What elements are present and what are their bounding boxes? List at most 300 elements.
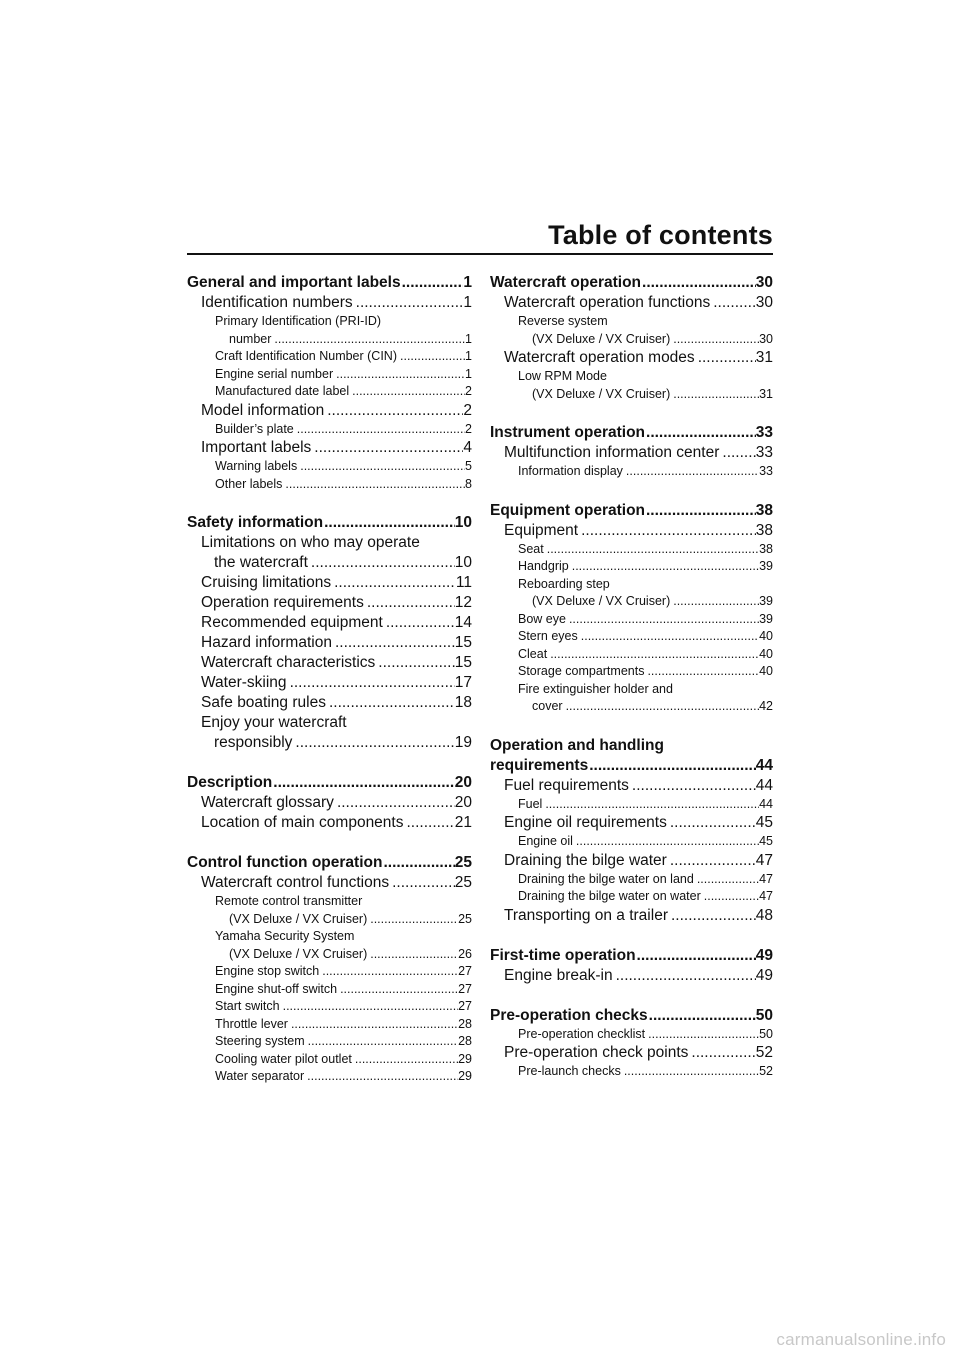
page-number: 42 <box>759 699 773 713</box>
dot-leader <box>648 1006 756 1026</box>
toc-entry[interactable] <box>187 873 472 893</box>
page-number: 25 <box>454 874 472 891</box>
toc-section <box>187 513 472 753</box>
entry-title: Hazard information <box>201 634 332 651</box>
dot-leader <box>280 998 458 1016</box>
dot-leader <box>613 966 756 986</box>
dot-leader <box>573 833 759 851</box>
dot-leader <box>588 756 756 776</box>
entry-title: Draining the bilge water <box>504 851 667 869</box>
toc-entry[interactable] <box>187 713 472 753</box>
page-number: 28 <box>458 1034 472 1048</box>
toc-entry[interactable] <box>187 593 472 613</box>
entry-title: Engine oil requirements <box>504 814 667 831</box>
toc-entry[interactable] <box>490 348 773 368</box>
toc-entry[interactable] <box>187 613 472 633</box>
page-number: 39 <box>759 594 773 608</box>
entry-continuation <box>518 593 773 611</box>
toc-section <box>187 773 472 833</box>
toc-subentry[interactable] <box>187 476 472 494</box>
page-number: 19 <box>454 734 472 751</box>
dot-leader <box>337 981 458 999</box>
entry-title: Watercraft control functions <box>201 874 390 891</box>
page-number: 47 <box>759 871 773 886</box>
toc-subentry[interactable] <box>187 458 472 476</box>
toc-subentry[interactable] <box>490 796 773 814</box>
page-number: 30 <box>755 274 773 291</box>
toc-subentry[interactable] <box>187 1033 472 1051</box>
page-number: 27 <box>458 964 472 978</box>
page-number: 1 <box>465 331 472 346</box>
entry-title: Information display <box>518 464 623 478</box>
page-number: 33 <box>755 444 773 461</box>
page-number: 47 <box>759 889 773 903</box>
section-heading[interactable] <box>187 273 472 293</box>
entry-title: (VX Deluxe / VX Cruiser) <box>532 594 671 608</box>
entry-title: Engine break-in <box>504 966 613 984</box>
toc-subentry[interactable] <box>187 963 472 981</box>
entry-title: Engine oil <box>518 834 573 848</box>
toc-section <box>490 736 773 926</box>
page-number: 28 <box>458 1016 472 1031</box>
dot-leader <box>331 573 456 593</box>
dot-leader <box>308 553 455 573</box>
entry-title-line: Primary Identification (PRI-ID) <box>215 314 382 328</box>
toc-entry[interactable] <box>490 813 773 833</box>
entry-title-line: Remote control transmitter <box>215 894 363 908</box>
toc-entry[interactable] <box>187 653 472 673</box>
page-number: 45 <box>755 814 773 831</box>
dot-leader <box>645 1026 759 1044</box>
dot-leader <box>694 871 759 889</box>
entry-title: Transporting on a trailer <box>504 906 668 924</box>
page-number: 1 <box>465 349 472 363</box>
toc-section <box>187 273 472 493</box>
toc-entry[interactable] <box>490 443 773 463</box>
dot-leader <box>282 476 465 494</box>
dot-leader <box>326 693 455 713</box>
toc-subentry[interactable] <box>490 1026 773 1044</box>
entry-title: Description <box>187 774 273 791</box>
toc-section <box>490 501 773 716</box>
section-heading[interactable] <box>490 756 773 776</box>
entry-title: Fuel requirements <box>504 776 629 794</box>
page-number: 33 <box>755 424 773 441</box>
dot-leader <box>292 733 454 753</box>
entry-title: Other labels <box>215 476 283 491</box>
entry-title-line: Yamaha Security System <box>215 929 355 943</box>
toc-subentry[interactable] <box>187 928 472 963</box>
page-number: 31 <box>759 386 773 401</box>
entry-title: cover <box>532 699 563 713</box>
page-number: 27 <box>458 999 472 1013</box>
page-number: 15 <box>454 654 472 671</box>
entry-title: Pre-launch checks <box>518 1064 621 1078</box>
watermark: carmanualsonline.info <box>776 1330 946 1349</box>
entry-continuation <box>518 698 773 716</box>
section-heading[interactable] <box>490 423 773 443</box>
toc-entry[interactable] <box>187 633 472 653</box>
page-number: 11 <box>455 574 472 591</box>
page-number: 39 <box>759 559 773 573</box>
page-number: 45 <box>759 834 773 848</box>
entry-title: Pre-operation checklist <box>518 1026 646 1041</box>
section-heading-line: Operation and handling <box>490 736 664 754</box>
page-number: 10 <box>454 514 472 531</box>
page-number: 25 <box>454 854 472 871</box>
toc-subentry[interactable] <box>490 833 773 851</box>
page-number: 29 <box>458 1069 472 1083</box>
page-number: 44 <box>755 756 773 774</box>
toc-subentry[interactable] <box>187 348 472 366</box>
dot-leader <box>319 963 458 981</box>
dot-leader <box>288 1016 458 1034</box>
toc-subentry[interactable] <box>490 463 773 481</box>
page-number: 40 <box>759 646 773 661</box>
entry-title: Engine stop switch <box>215 964 320 978</box>
dot-leader <box>375 653 454 673</box>
toc-subentry[interactable] <box>490 646 773 664</box>
toc-subentry[interactable] <box>490 628 773 646</box>
page-number: 5 <box>465 459 472 473</box>
toc-right-column <box>490 273 773 1081</box>
entry-title: Seat <box>518 541 544 556</box>
page-number: 1 <box>463 294 472 311</box>
entry-title: Steering system <box>215 1034 305 1048</box>
entry-title: Start switch <box>215 999 280 1013</box>
dot-leader <box>629 776 756 796</box>
page-number: 50 <box>759 1026 773 1041</box>
entry-title: Storage compartments <box>518 664 645 678</box>
page-number: 49 <box>755 966 773 984</box>
dot-leader <box>401 273 464 293</box>
toc-subentry[interactable] <box>490 871 773 889</box>
entry-continuation <box>215 331 472 349</box>
dot-leader <box>305 1033 458 1051</box>
page-number: 27 <box>458 981 472 996</box>
dot-leader <box>367 946 458 964</box>
entry-title: (VX Deluxe / VX Cruiser) <box>532 331 671 346</box>
entry-continuation <box>518 386 773 404</box>
page-number: 2 <box>463 401 472 419</box>
toc-subentry[interactable] <box>490 541 773 559</box>
toc-subentry[interactable] <box>187 1068 472 1086</box>
entry-title: Control function operation <box>187 854 383 871</box>
page-number: 29 <box>458 1051 472 1066</box>
toc-subentry[interactable] <box>187 366 472 384</box>
toc-subentry[interactable] <box>490 1063 773 1081</box>
entry-title-line: Reverse system <box>518 314 608 328</box>
dot-leader <box>670 331 759 349</box>
entry-title: requirements <box>490 756 589 774</box>
dot-leader <box>389 873 455 893</box>
toc-entry[interactable] <box>490 906 773 926</box>
toc-subentry[interactable] <box>490 663 773 681</box>
toc-subentry[interactable] <box>187 421 472 439</box>
toc-section <box>490 1006 773 1081</box>
toc-section <box>187 853 472 1086</box>
entry-title-line: Reboarding step <box>518 576 610 591</box>
toc-subentry[interactable] <box>490 368 773 403</box>
dot-leader <box>311 438 463 458</box>
entry-title: Safety information <box>187 514 324 531</box>
entry-title: Cooling water pilot outlet <box>215 1051 352 1066</box>
entry-title: Bow eye <box>518 611 566 626</box>
toc-subentry[interactable] <box>187 998 472 1016</box>
toc-subentry[interactable] <box>187 313 472 348</box>
entry-title: Equipment <box>504 521 579 539</box>
page-number: 47 <box>755 851 773 869</box>
toc-subentry[interactable] <box>187 1051 472 1069</box>
entry-continuation <box>201 553 472 573</box>
page-number: 30 <box>759 331 773 346</box>
dot-leader <box>352 1051 458 1069</box>
toc-entry[interactable] <box>187 813 472 833</box>
entry-title: Multifunction information center <box>504 444 720 461</box>
page-number: 50 <box>755 1006 773 1024</box>
entry-title: Stern eyes <box>518 629 578 643</box>
entry-continuation <box>518 331 773 349</box>
title-rule <box>187 253 773 255</box>
entry-title: Builder’s plate <box>215 421 294 436</box>
toc-subentry[interactable] <box>187 1016 472 1034</box>
dot-leader <box>623 463 759 481</box>
entry-title: Equipment operation <box>490 501 645 519</box>
section-heading[interactable] <box>187 773 472 793</box>
dot-leader <box>670 386 759 404</box>
page-number: 4 <box>463 439 472 456</box>
entry-title: Pre-operation check points <box>504 1044 689 1061</box>
dot-leader <box>323 513 455 533</box>
dot-leader <box>333 366 465 384</box>
entry-title-line: Enjoy your watercraft <box>201 714 347 731</box>
toc-section <box>490 273 773 403</box>
page-number: 44 <box>755 776 773 794</box>
entry-title-line: Fire extinguisher holder and <box>518 681 673 696</box>
toc-entry[interactable] <box>187 673 472 693</box>
toc-subentry[interactable] <box>490 681 773 716</box>
toc-entry[interactable] <box>490 966 773 986</box>
page-number: 2 <box>465 384 472 398</box>
dot-leader <box>332 633 455 653</box>
dot-leader <box>297 458 465 476</box>
dot-leader <box>272 773 454 793</box>
page-number: 14 <box>454 614 472 631</box>
page-number: 20 <box>454 774 472 791</box>
page-number: 44 <box>759 796 773 811</box>
page-number: 1 <box>465 366 472 381</box>
dot-leader <box>353 293 464 313</box>
dot-leader <box>667 813 756 833</box>
page-number: 10 <box>454 554 472 571</box>
entry-title: Operation requirements <box>201 594 364 611</box>
dot-leader <box>563 698 760 716</box>
dot-leader <box>397 348 465 366</box>
dot-leader <box>719 443 755 463</box>
dot-leader <box>403 813 454 833</box>
toc-section <box>490 946 773 986</box>
entry-title-line: Low RPM Mode <box>518 369 607 383</box>
dot-leader <box>636 946 756 966</box>
entry-title: Manufactured date label <box>215 384 350 398</box>
toc-entry[interactable] <box>187 793 472 813</box>
entry-title: Cleat <box>518 646 548 661</box>
entry-title: Safe boating rules <box>201 694 326 711</box>
section-heading[interactable] <box>187 853 472 873</box>
page-number: 15 <box>454 634 472 651</box>
page-number: 40 <box>759 664 773 678</box>
section-heading[interactable] <box>490 1006 773 1026</box>
entry-title: responsibly <box>214 734 293 751</box>
toc-entry[interactable] <box>490 293 773 313</box>
dot-leader <box>695 348 756 368</box>
entry-title: Draining the bilge water on water <box>518 889 701 903</box>
dot-leader <box>566 611 759 629</box>
page-number: 48 <box>755 906 773 924</box>
entry-continuation <box>201 733 472 753</box>
toc-left-column <box>187 273 472 1086</box>
dot-leader <box>710 293 756 313</box>
toc-subentry[interactable] <box>187 383 472 401</box>
page-number: 20 <box>454 794 472 811</box>
dot-leader <box>688 1043 755 1063</box>
toc-entry[interactable] <box>187 693 472 713</box>
dot-leader <box>271 331 465 349</box>
toc-entry[interactable] <box>187 438 472 458</box>
entry-title-line: Limitations on who may operate <box>201 534 420 551</box>
dot-leader <box>667 851 756 871</box>
page-number: 31 <box>755 349 773 366</box>
dot-leader <box>324 401 463 421</box>
page-number: 18 <box>454 694 472 711</box>
entry-title: Water-skiing <box>201 674 287 691</box>
dot-leader <box>701 888 759 906</box>
page-number: 40 <box>759 629 773 643</box>
entry-title: (VX Deluxe / VX Cruiser) <box>229 946 368 961</box>
toc-entry[interactable] <box>490 776 773 796</box>
entry-title: Model information <box>201 401 325 419</box>
page-title: Table of contents <box>548 220 773 250</box>
entry-title: Instrument operation <box>490 424 646 441</box>
entry-title: (VX Deluxe / VX Cruiser) <box>532 386 671 401</box>
page-number: 17 <box>454 674 472 691</box>
entry-title: number <box>229 331 272 346</box>
page-number: 39 <box>759 611 773 626</box>
dot-leader <box>645 501 756 521</box>
page-number: 1 <box>463 274 472 291</box>
toc-entry[interactable] <box>187 533 472 573</box>
toc-entry[interactable] <box>187 401 472 421</box>
dot-leader <box>621 1063 759 1081</box>
dot-leader <box>334 793 455 813</box>
page-number: 52 <box>759 1064 773 1078</box>
page-number: 52 <box>755 1044 773 1061</box>
toc-subentry[interactable] <box>490 313 773 348</box>
toc-entry[interactable] <box>490 851 773 871</box>
page-number: 26 <box>458 946 472 961</box>
entry-title: Watercraft glossary <box>201 794 334 811</box>
page-number: 49 <box>755 946 773 964</box>
section-heading[interactable] <box>187 513 472 533</box>
dot-leader <box>544 541 759 559</box>
entry-title: Watercraft operation <box>490 274 642 291</box>
toc-entry[interactable] <box>490 521 773 541</box>
page-number: 38 <box>755 521 773 539</box>
page-number: 30 <box>755 294 773 311</box>
entry-title: General and important labels <box>187 274 401 291</box>
dot-leader <box>547 646 759 664</box>
entry-title: Important labels <box>201 439 312 456</box>
dot-leader <box>383 613 455 633</box>
dot-leader <box>644 663 759 681</box>
toc-entry[interactable] <box>490 1043 773 1063</box>
entry-title: First-time operation <box>490 946 636 964</box>
entry-title: Craft Identification Number (CIN) <box>215 349 398 363</box>
entry-title: Location of main components <box>201 814 404 831</box>
dot-leader <box>641 273 756 293</box>
entry-title: Watercraft characteristics <box>201 654 376 671</box>
entry-continuation <box>215 911 472 929</box>
page-number: 38 <box>755 501 773 519</box>
section-heading[interactable] <box>490 273 773 293</box>
dot-leader <box>645 423 756 443</box>
page-number: 33 <box>759 464 773 478</box>
dot-leader <box>578 521 756 541</box>
toc-entry[interactable] <box>187 573 472 593</box>
toc-section <box>490 423 773 481</box>
page-number: 2 <box>465 421 472 436</box>
entry-title: Watercraft operation modes <box>504 349 695 366</box>
entry-title: Identification numbers <box>201 294 353 311</box>
dot-leader <box>287 673 455 693</box>
section-heading[interactable] <box>490 501 773 521</box>
dot-leader <box>364 593 455 613</box>
dot-leader <box>349 383 465 401</box>
entry-title: Fuel <box>518 796 543 811</box>
entry-title: Recommended equipment <box>201 614 383 631</box>
toc-subentry[interactable] <box>490 558 773 576</box>
dot-leader <box>382 853 454 873</box>
entry-title: Warning labels <box>215 459 298 473</box>
entry-title: Engine shut-off switch <box>215 981 338 996</box>
dot-leader <box>578 628 759 646</box>
dot-leader <box>367 911 458 929</box>
page-number: 21 <box>454 814 472 831</box>
entry-title: Pre-operation checks <box>490 1006 648 1024</box>
entry-title: the watercraft <box>214 554 308 571</box>
dot-leader <box>304 1068 458 1086</box>
dot-leader <box>294 421 465 439</box>
entry-title: Water separator <box>215 1069 305 1083</box>
entry-title: Engine serial number <box>215 366 334 381</box>
entry-title: Cruising limitations <box>201 574 332 591</box>
page-number: 38 <box>759 541 773 556</box>
section-heading[interactable] <box>490 946 773 966</box>
entry-title: Throttle lever <box>215 1016 288 1031</box>
dot-leader <box>542 796 759 814</box>
dot-leader <box>569 558 759 576</box>
toc-entry[interactable] <box>187 293 472 313</box>
dot-leader <box>668 906 756 926</box>
entry-title: Watercraft operation functions <box>504 294 711 311</box>
toc-subentry[interactable] <box>490 888 773 906</box>
toc-subentry[interactable] <box>187 981 472 999</box>
entry-title: Draining the bilge water on land <box>518 871 694 886</box>
toc-subentry[interactable] <box>187 893 472 928</box>
toc-subentry[interactable] <box>490 611 773 629</box>
entry-title: Handgrip <box>518 559 569 573</box>
toc-subentry[interactable] <box>490 576 773 611</box>
